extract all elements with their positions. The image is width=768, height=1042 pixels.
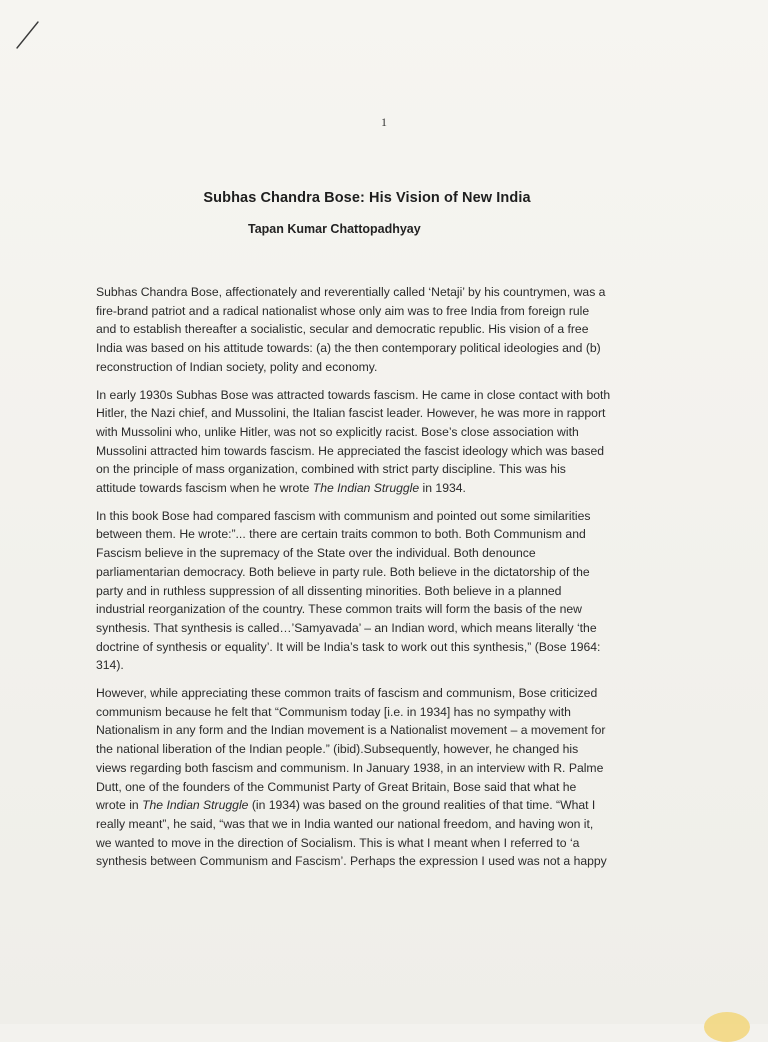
text-segment: 314).: [96, 658, 124, 673]
text-line: [96, 404, 652, 423]
text-segment: the national liberation of the Indian people.” (ibid).Subsequently, however, he changed his: [96, 742, 579, 757]
italic-book-title: The Indian Struggle: [142, 798, 249, 813]
text-line: [96, 544, 652, 563]
text-line: [96, 358, 652, 377]
text-segment: doctrine of synthesis or equality’. It will be India’s task to work out this synthesis,” (Bose 1964:: [96, 639, 601, 654]
text-segment: Fascism believe in the supremacy of the State over the individual. Both denounce: [96, 546, 536, 561]
text-segment: in 1934.: [419, 481, 466, 496]
text-line: [96, 852, 652, 871]
paragraph: [96, 283, 652, 377]
text-line: [96, 386, 652, 405]
text-segment: really meant”, he said, “was that we in India wanted our national freedom, and having won it,: [96, 816, 594, 831]
text-segment: on the principle of mass organization, combined with strict party discipline. This was his: [96, 462, 566, 477]
text-segment: fire-brand patriot and a radical nationalist whose only aim was to free India from foreign rule: [96, 303, 590, 318]
text-segment: we wanted to move in the direction of Socialism. This is what I meant when I referred to ‘a: [96, 835, 580, 850]
text-line: [96, 619, 652, 638]
text-segment: (in 1934) was based on the ground realities of that time. “What I: [248, 798, 596, 813]
text-segment: industrial reorganization of the country. These common traits will form the basis of the new: [96, 602, 582, 617]
text-segment: However, while appreciating these common traits of fascism and communism, Bose criticized: [96, 686, 598, 701]
text-line: [96, 834, 652, 853]
text-segment: Hitler, the Nazi chief, and Mussolini, the Italian fascist leader. However, he was more in rapport: [96, 406, 606, 421]
text-segment: between them. He wrote:”... there are certain traits common to both. Both Communism and: [96, 527, 586, 542]
text-segment: Dutt, one of the founders of the Communist Party of Great Britain, Bose said that what he: [96, 779, 577, 794]
text-line: [96, 684, 652, 703]
text-segment: Mussolini attracted him towards fascism. He appreciated the fascist ideology which was based: [96, 443, 605, 458]
text-segment: synthesis. That synthesis is called…’Samyavada’ – an Indian word, which means literally ‘the: [96, 620, 597, 635]
corner-stain: [704, 1012, 750, 1042]
text-line: [96, 740, 652, 759]
body-text: [96, 283, 652, 880]
text-segment: with Mussolini who, unlike Hitler, was not so explicitly racist. Bose’s close association with: [96, 424, 579, 439]
text-line: [96, 796, 652, 815]
text-line: [96, 563, 652, 582]
paragraph: [96, 684, 652, 871]
text-segment: wrote in: [96, 798, 143, 813]
text-line: [96, 582, 652, 601]
text-segment: synthesis between Communism and Fascism’. Perhaps the expression I used was not a happy: [96, 854, 607, 869]
page-number: 1: [381, 115, 387, 129]
text-line: [96, 721, 652, 740]
text-segment: attitude towards fascism when he wrote: [96, 481, 313, 496]
author-name: Tapan Kumar Chattopadhyay: [248, 222, 421, 236]
text-line: [96, 442, 652, 461]
text-line: [96, 525, 652, 544]
text-line: [96, 638, 652, 657]
text-segment: Subhas Chandra Bose, affectionately and reverentially called ‘Netaji’ by his countrymen, was a: [96, 285, 606, 299]
text-segment: communism because he felt that “Communism today [i.e. in 1934] has no sympathy with: [96, 704, 571, 719]
text-segment: parliamentarian democracy. Both believe in party rule. Both believe in the dictatorship of the: [96, 564, 590, 579]
text-line: [96, 302, 652, 321]
text-segment: India was based on his attitude towards: (a) the then contemporary political ideologies and (b): [96, 341, 601, 356]
text-line: [96, 320, 652, 339]
text-line: [96, 778, 652, 797]
italic-book-title: The Indian Struggle: [312, 481, 420, 496]
text-line: [96, 460, 652, 479]
paragraph: [96, 507, 652, 675]
text-segment: and to establish thereafter a socialistic, secular and democratic republic. His vision of a free: [96, 322, 589, 337]
text-line: [96, 656, 652, 675]
document-title: Subhas Chandra Bose: His Vision of New India: [203, 190, 531, 206]
text-line: [96, 759, 652, 778]
text-segment: In early 1930s Subhas Bose was attracted towards fascism. He came in close contact with both: [96, 387, 611, 402]
text-line: [96, 703, 652, 722]
text-segment: Nationalism in any form and the Indian movement is a Nationalist movement – a movement for: [96, 723, 606, 738]
text-segment: party and in ruthless suppression of all dissenting minorities. Both believe in a planned: [96, 583, 562, 598]
text-line: [96, 479, 652, 498]
text-line: [96, 423, 652, 442]
text-line: [96, 283, 652, 302]
pen-stroke-mark: [14, 20, 40, 50]
text-line: [96, 507, 652, 526]
paragraph: [96, 386, 652, 498]
text-line: [96, 600, 652, 619]
text-segment: reconstruction of Indian society, polity and economy.: [96, 359, 378, 374]
text-segment: In this book Bose had compared fascism with communism and pointed out some similarities: [96, 508, 591, 523]
text-line: [96, 339, 652, 358]
text-line: [96, 815, 652, 834]
text-segment: views regarding both fascism and communism. In January 1938, in an interview with R. Palme: [96, 760, 604, 775]
